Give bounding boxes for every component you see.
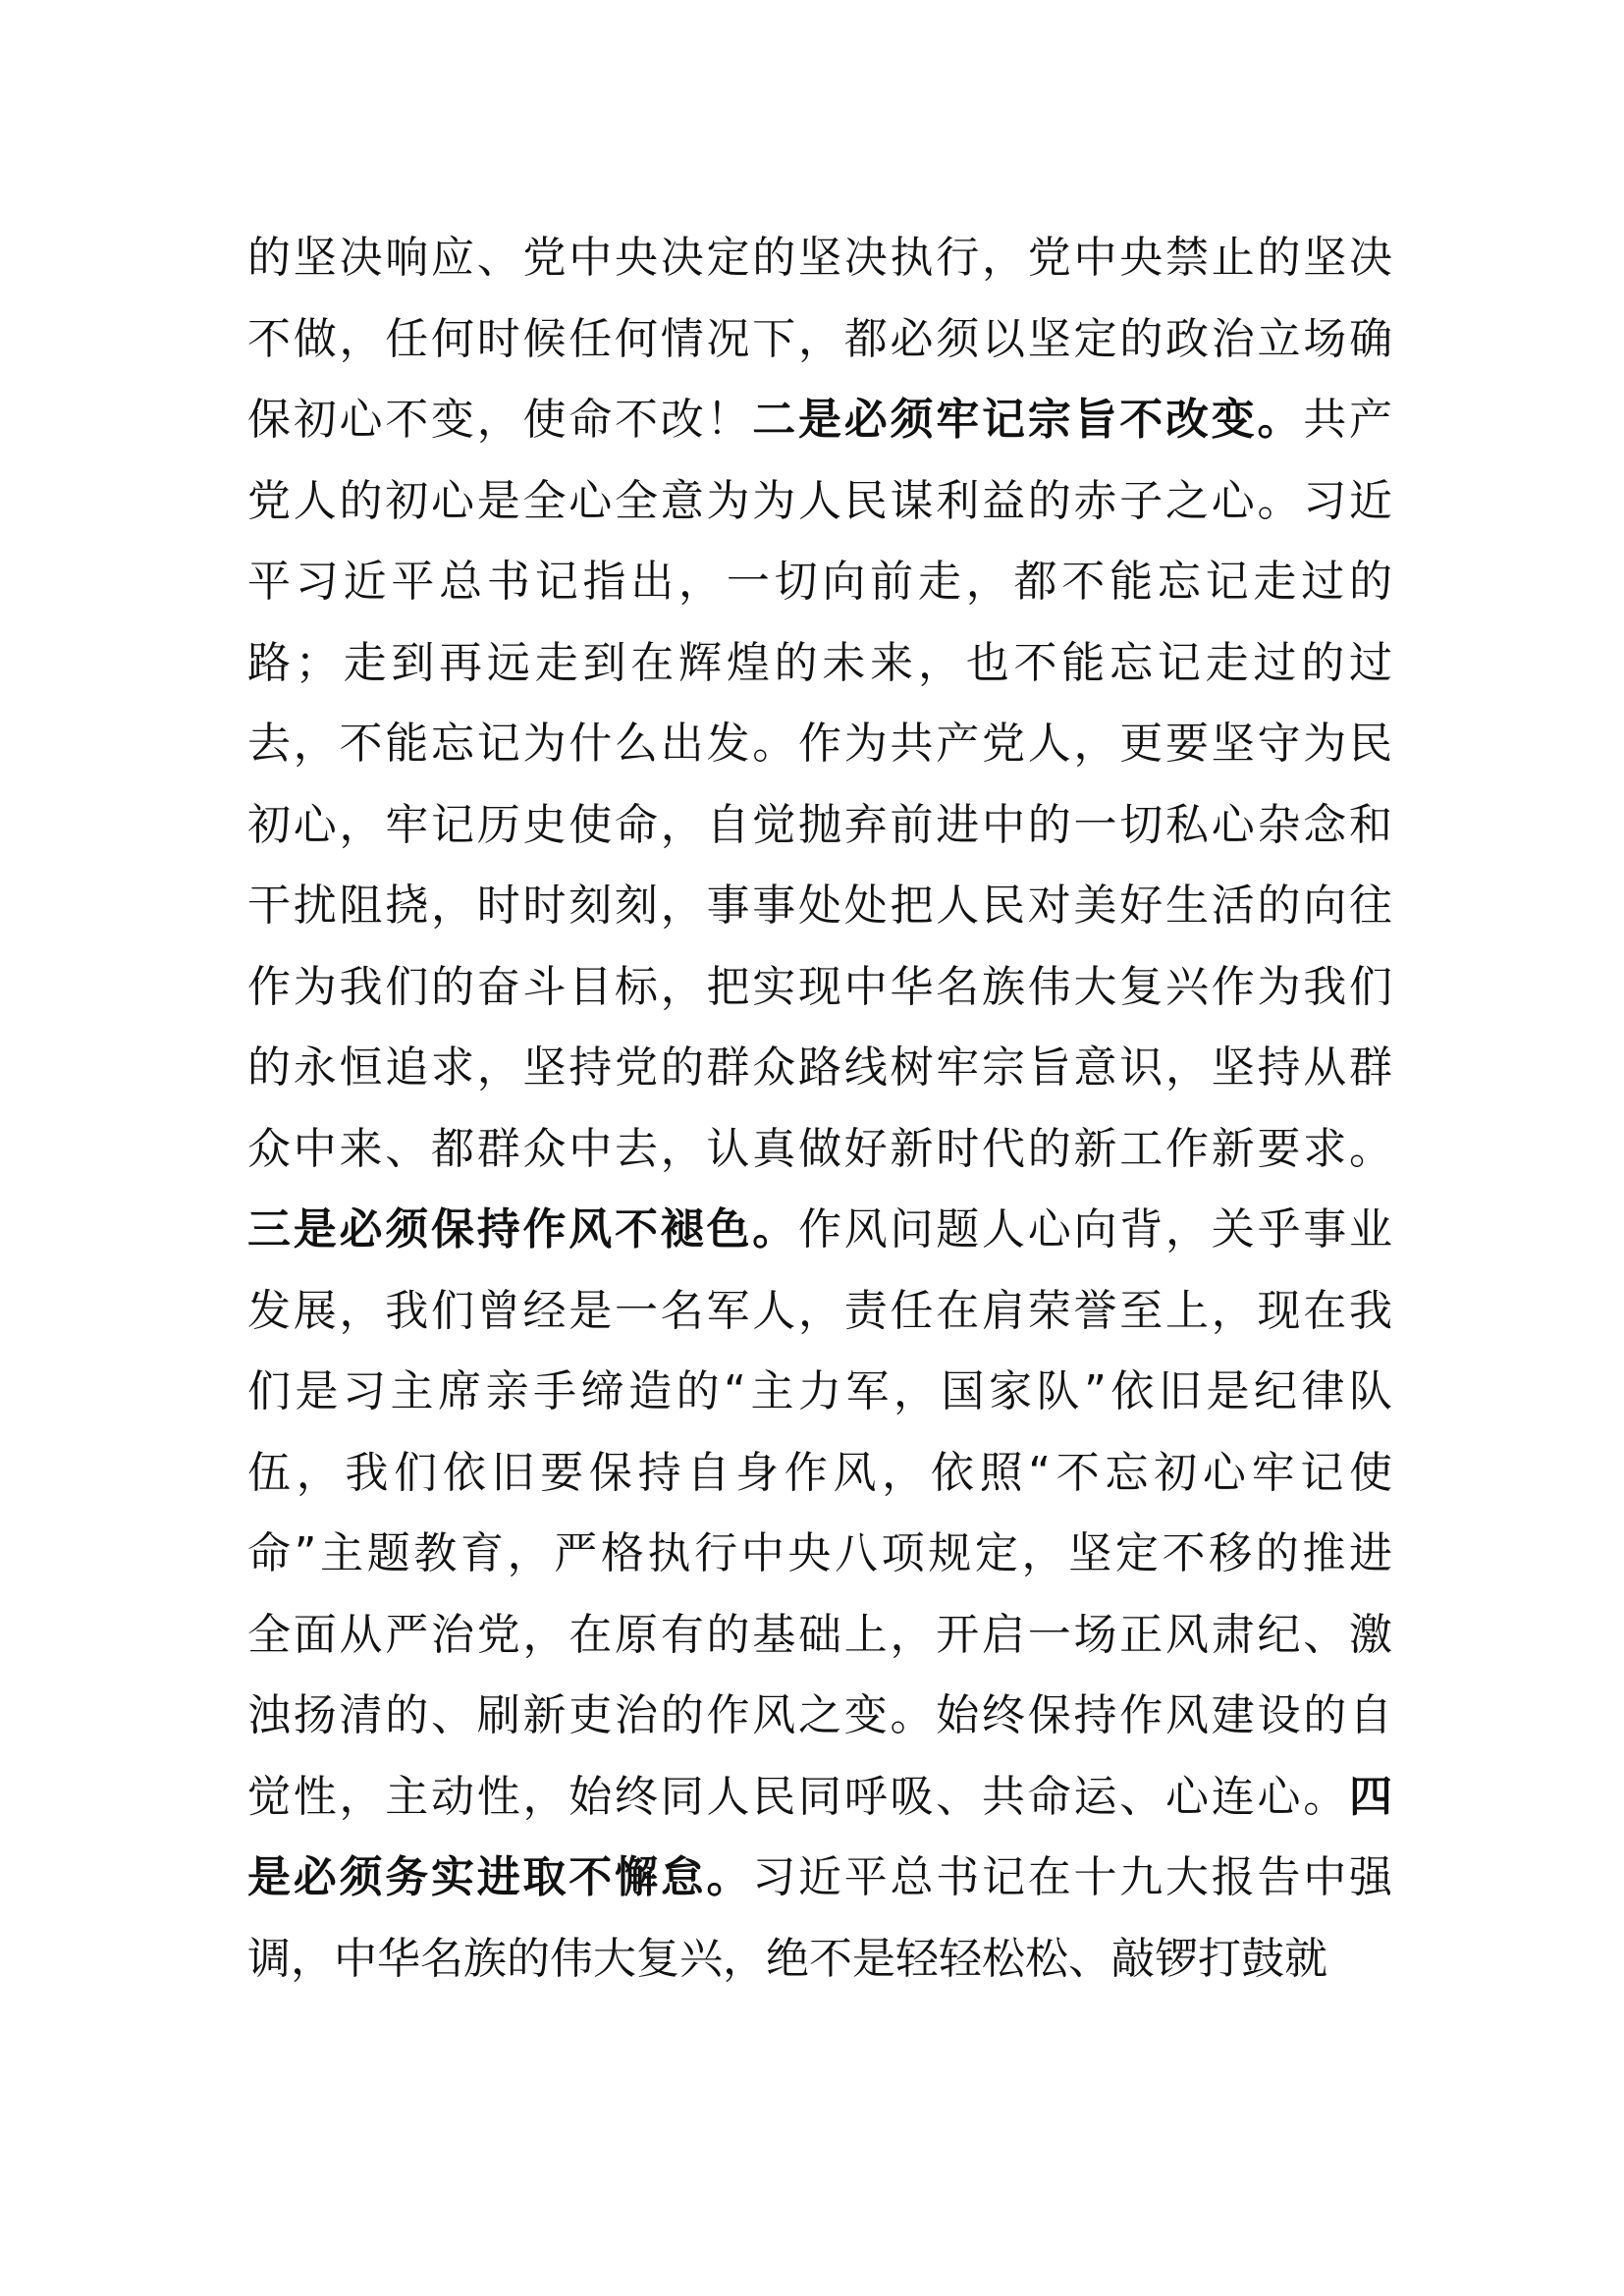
body-text-segment: 路；走到再远走到在辉煌的未来，也不能忘记走过的过 — [247, 637, 1392, 688]
text-line — [247, 1271, 1392, 1353]
body-text-segment: 浊扬清的、刷新吏治的作风之变。始终保持作风建设的自 — [247, 1690, 1392, 1740]
body-text-segment: 共产 — [1303, 395, 1392, 445]
text-line — [247, 1514, 1392, 1595]
bold-heading-text: 是必须务实进取不懈怠。 — [247, 1852, 753, 1902]
body-text-segment: 保初心不变，使命不改！ — [247, 395, 753, 445]
body-text-segment: 的坚决响应、党中央决定的坚决执行，党中央禁止的坚决 — [247, 233, 1392, 283]
bold-heading-text: 二是必须牢记宗旨不改变。 — [752, 395, 1304, 445]
bold-heading-text: 四 — [1349, 1771, 1392, 1822]
text-line — [247, 461, 1392, 543]
text-line — [247, 542, 1392, 623]
body-text-segment: 全面从严治党，在原有的基础上，开启一场正风肃纪、激 — [247, 1609, 1392, 1660]
text-line — [247, 1433, 1392, 1515]
body-text-segment: 作风问题人心向背，关乎事业 — [798, 1204, 1392, 1255]
text-line — [247, 704, 1392, 785]
text-line — [247, 1676, 1392, 1757]
text-line — [247, 1757, 1392, 1839]
body-text-segment: 的永恒追求，坚持党的群众路线树牢宗旨意识，坚持从群 — [247, 1042, 1392, 1093]
text-line — [247, 785, 1392, 867]
text-line — [247, 218, 1392, 299]
body-text-segment: 作为我们的奋斗目标，把实现中华名族伟大复兴作为我们 — [247, 961, 1392, 1012]
body-text-segment: 习近平总书记在十九大报告中强 — [752, 1852, 1392, 1902]
text-line — [247, 1595, 1392, 1677]
text-line — [247, 947, 1392, 1029]
body-text-segment: 调，中华名族的伟大复兴，绝不是轻轻松松、敲锣打鼓就 — [247, 1933, 1327, 1984]
body-text-segment: 觉性，主动性，始终同人民同呼吸、共命运、心连心。 — [247, 1771, 1349, 1822]
body-text-segment: 去，不能忘记为什么出发。作为共产党人，更要坚守为民 — [247, 719, 1392, 769]
text-line — [247, 1838, 1392, 1919]
body-text-segment: 发展，我们曾经是一名军人，责任在肩荣誉至上，现在我 — [247, 1285, 1392, 1336]
body-paragraph — [247, 218, 1392, 2000]
text-line — [247, 623, 1392, 705]
bold-heading-text: 三是必须保持作风不褪色。 — [247, 1204, 798, 1255]
body-text-segment: 初心，牢记历史使命，自觉抛弃前进中的一切私心杂念和 — [247, 799, 1392, 850]
text-line — [247, 1028, 1392, 1109]
text-line — [247, 299, 1392, 381]
text-line — [247, 866, 1392, 947]
text-line — [247, 1352, 1392, 1433]
body-text-segment: 们是习主席亲手缔造的“主力军，国家队”依旧是纪律队 — [247, 1366, 1392, 1416]
body-text-segment: 平习近平总书记指出，一切向前走，都不能忘记走过的 — [247, 557, 1392, 607]
body-text-segment: 党人的初心是全心全意为为人民谋利益的赤子之心。习近 — [247, 475, 1392, 526]
text-line — [247, 1109, 1392, 1191]
text-line — [247, 1190, 1392, 1271]
body-text-segment: 命”主题教育，严格执行中央八项规定，坚定不移的推进 — [247, 1528, 1392, 1578]
body-text-segment: 伍，我们依旧要保持自身作风，依照“不忘初心牢记使 — [247, 1447, 1392, 1498]
body-text-segment: 众中来、都群众中去，认真做好新时代的新工作新要求。 — [247, 1123, 1392, 1174]
text-line — [247, 1919, 1392, 2001]
text-line — [247, 380, 1392, 461]
body-text-segment: 干扰阻挠，时时刻刻，事事处处把人民对美好生活的向往 — [247, 881, 1392, 931]
body-text-segment: 不做，任何时候任何情况下，都必须以坚定的政治立场确 — [247, 313, 1392, 364]
